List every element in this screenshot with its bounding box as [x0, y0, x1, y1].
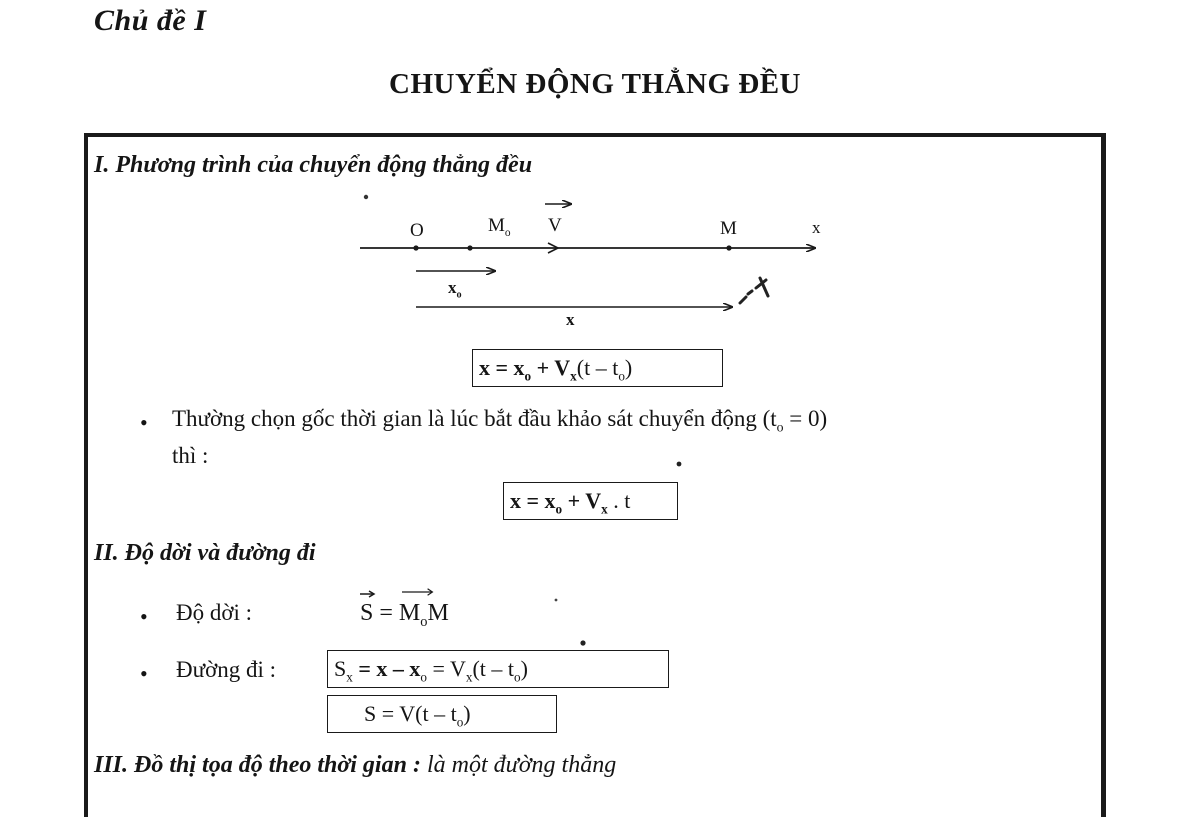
distance-label: Đường đi :: [176, 657, 277, 682]
handwritten-mark: [740, 278, 768, 303]
bullet-2-dot: •: [140, 604, 148, 629]
m0-point: [467, 245, 472, 250]
section-2-heading: II. Độ dời và đường đi: [94, 540, 316, 566]
m-point: [726, 245, 731, 250]
page-title: CHUYỂN ĐỘNG THẲNG ĐỀU: [389, 68, 801, 100]
formula-distance: $S = V(t - t_o)$: [327, 695, 557, 733]
displacement-label: Độ dời :: [176, 600, 253, 625]
bullet-1-text-line2: thì :: [172, 443, 209, 468]
m-label: M: [720, 218, 737, 239]
ink-speck: [580, 640, 585, 645]
section-1-heading: I. Phương trình của chuyển động thẳng đều: [94, 152, 533, 178]
origin-label: O: [410, 220, 424, 241]
bullet-1-text: Thường chọn gốc thời gian là lúc bắt đầu khảo sát chuyển động $(t_o = 0)$: [172, 406, 828, 435]
bullet-3-dot: •: [140, 661, 148, 686]
displacement-formula: S = $M_oM$: [360, 600, 449, 631]
formula-distance-x: $S_x = x - x_o = V_x(t - t_o)$: [327, 650, 669, 688]
x0-label: $x_o$: [448, 278, 462, 301]
ink-speck: [677, 462, 682, 467]
topic-label: Chủ đề I: [94, 4, 207, 37]
ink-speck: [364, 195, 368, 199]
m0-label: $M_o$: [488, 215, 511, 239]
x-label: x: [566, 310, 575, 329]
formula-position-equation: $x = x_o + V_x(t - t_o)$: [472, 349, 723, 387]
bullet-1-dot: •: [140, 410, 148, 435]
axis-x-label: x: [812, 218, 821, 237]
formula-position-equation-t0: $x = x_o + V_x$ . t: [503, 482, 678, 520]
ink-speck: [555, 599, 558, 602]
origin-point: [413, 245, 418, 250]
velocity-label: V: [548, 215, 562, 236]
section-3-heading: III. Đồ thị tọa độ theo thời gian : là một đường thẳng: [94, 752, 617, 778]
